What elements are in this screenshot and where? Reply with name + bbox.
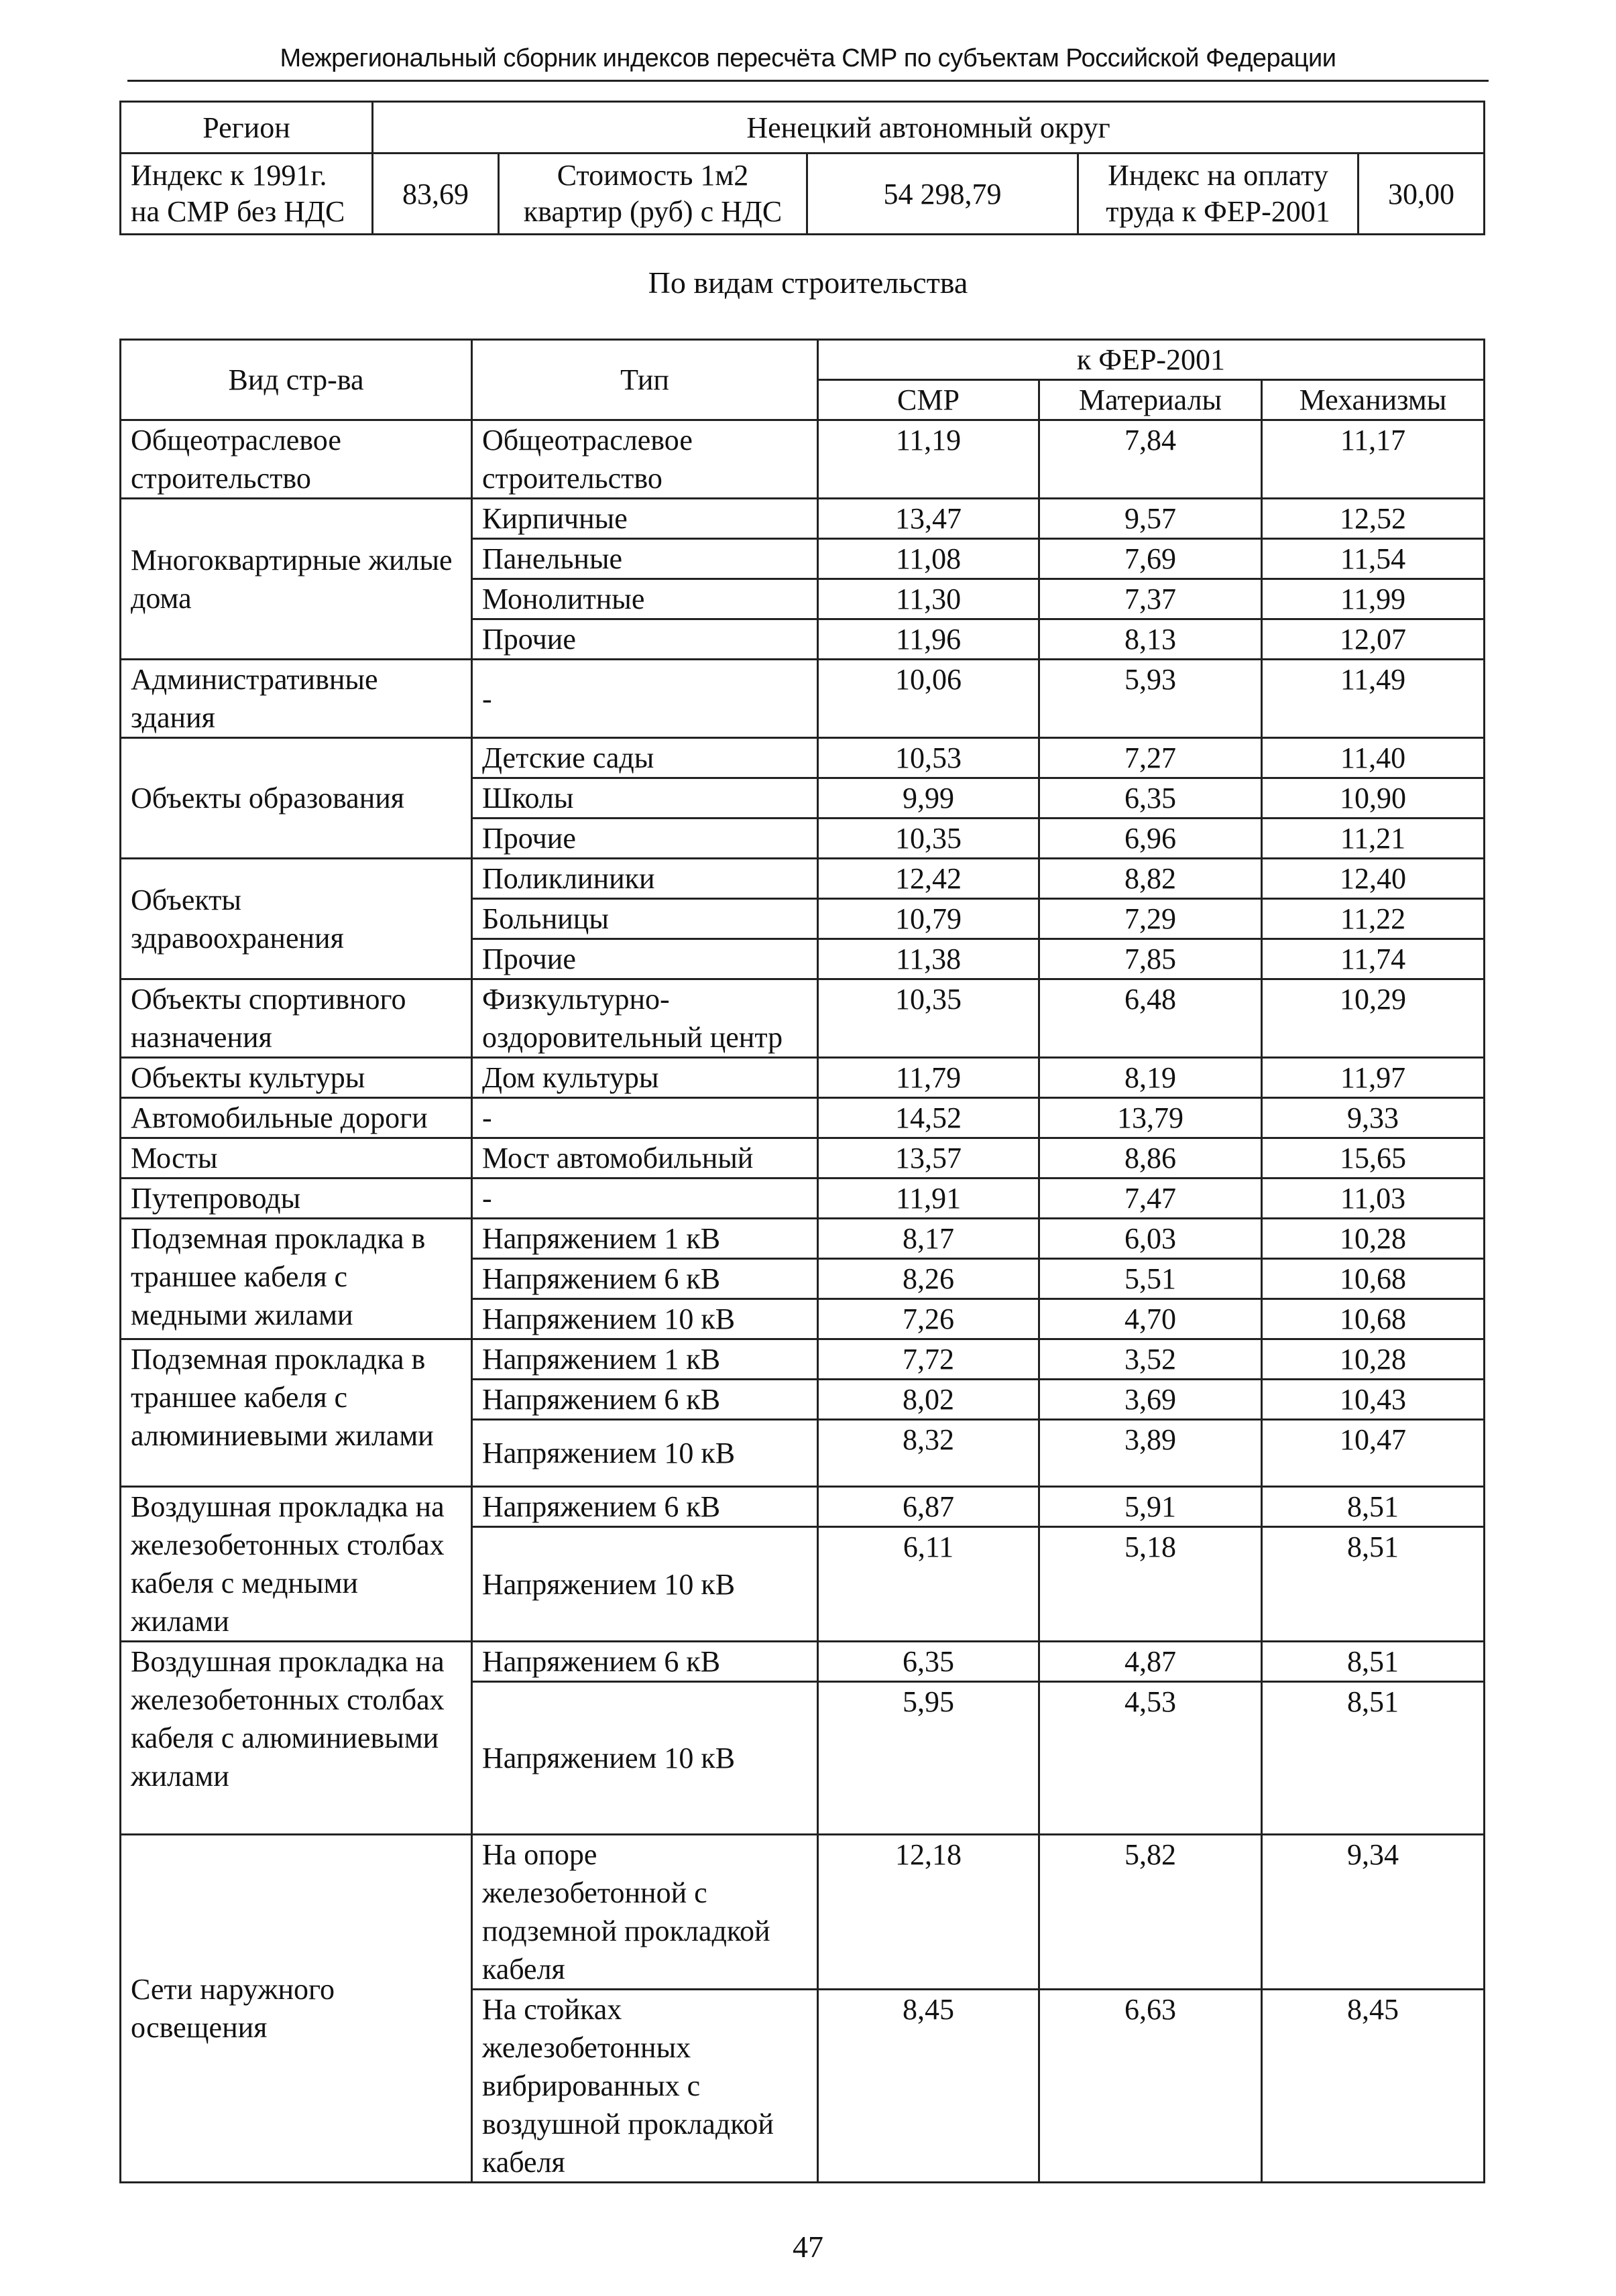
mechanisms-cell: 10,47 xyxy=(1262,1420,1485,1487)
mechanisms-cell: 8,51 xyxy=(1262,1682,1485,1835)
cost-label: Стоимость 1м2 квартир (руб) с НДС xyxy=(499,154,807,235)
mechanisms-cell: 12,52 xyxy=(1262,499,1485,539)
smr-cell: 11,38 xyxy=(818,939,1039,979)
kind-cell: Мосты xyxy=(121,1138,472,1179)
kind-cell: Путепроводы xyxy=(121,1179,472,1219)
materials-cell: 8,19 xyxy=(1039,1058,1262,1098)
mechanisms-cell: 8,51 xyxy=(1262,1642,1485,1682)
smr-cell: 11,08 xyxy=(818,539,1039,579)
type-cell: Поликлиники xyxy=(472,859,818,899)
type-cell: Прочие xyxy=(472,939,818,979)
region-table xyxy=(119,101,1485,235)
region-value: Ненецкий автономный округ xyxy=(373,102,1485,154)
kind-cell: Административные здания xyxy=(121,660,472,738)
mechanisms-cell: 11,17 xyxy=(1262,420,1485,499)
mechanisms-cell: 11,97 xyxy=(1262,1058,1485,1098)
table-row xyxy=(121,1058,1485,1098)
type-cell: На опоре железобетонной с подземной прокладкой кабеля xyxy=(472,1835,818,1990)
header-materials: Материалы xyxy=(1039,380,1262,420)
type-cell: Напряжением 10 кВ xyxy=(472,1299,818,1339)
mechanisms-cell: 11,49 xyxy=(1262,660,1485,738)
materials-cell: 7,47 xyxy=(1039,1179,1262,1219)
materials-cell: 5,91 xyxy=(1039,1487,1262,1527)
table-row xyxy=(121,420,1485,499)
kind-cell: Воздушная прокладка на железобетонных столбах кабеля с алюминиевыми жилами xyxy=(121,1642,472,1835)
materials-cell: 7,85 xyxy=(1039,939,1262,979)
smr-cell: 6,87 xyxy=(818,1487,1039,1527)
table-row xyxy=(121,1642,1485,1682)
materials-cell: 4,53 xyxy=(1039,1682,1262,1835)
smr-cell: 8,02 xyxy=(818,1380,1039,1420)
type-cell: Напряжением 10 кВ xyxy=(472,1527,818,1642)
cost-value: 54 298,79 xyxy=(807,154,1078,235)
smr-cell: 5,95 xyxy=(818,1682,1039,1835)
type-cell: Напряжением 1 кВ xyxy=(472,1219,818,1259)
type-cell: Кирпичные xyxy=(472,499,818,539)
smr-cell: 11,96 xyxy=(818,619,1039,660)
smr-cell: 10,35 xyxy=(818,819,1039,859)
materials-cell: 6,48 xyxy=(1039,979,1262,1058)
mechanisms-cell: 10,90 xyxy=(1262,778,1485,819)
type-cell: Больницы xyxy=(472,899,818,939)
table-row xyxy=(121,1219,1485,1259)
table-row xyxy=(121,1835,1485,1990)
labor-label: Индекс на оплату труда к ФЕР-2001 xyxy=(1078,154,1359,235)
kind-cell: Объекты образования xyxy=(121,738,472,859)
type-cell: - xyxy=(472,660,818,738)
table-row xyxy=(121,499,1485,539)
type-cell: - xyxy=(472,1098,818,1138)
kind-cell: Объекты культуры xyxy=(121,1058,472,1098)
materials-cell: 4,70 xyxy=(1039,1299,1262,1339)
type-cell: Детские сады xyxy=(472,738,818,778)
type-cell: Дом культуры xyxy=(472,1058,818,1098)
smr-cell: 6,35 xyxy=(818,1642,1039,1682)
type-cell: Панельные xyxy=(472,539,818,579)
type-cell: На стойках железобетонных вибрированных с воздушной прокладкой кабеля xyxy=(472,1990,818,2183)
materials-cell: 6,63 xyxy=(1039,1990,1262,2183)
materials-cell: 6,35 xyxy=(1039,778,1262,819)
header-type: Тип xyxy=(472,340,818,420)
smr-cell: 9,99 xyxy=(818,778,1039,819)
header-mechanisms: Механизмы xyxy=(1262,380,1485,420)
smr-cell: 12,18 xyxy=(818,1835,1039,1990)
mechanisms-cell: 12,40 xyxy=(1262,859,1485,899)
materials-cell: 7,37 xyxy=(1039,579,1262,619)
smr-cell: 11,19 xyxy=(818,420,1039,499)
materials-cell: 7,84 xyxy=(1039,420,1262,499)
type-cell: Напряжением 6 кВ xyxy=(472,1259,818,1299)
smr-cell: 7,72 xyxy=(818,1339,1039,1380)
smr-cell: 13,57 xyxy=(818,1138,1039,1179)
smr-cell: 10,35 xyxy=(818,979,1039,1058)
kind-cell: Воздушная прокладка на железобетонных столбах кабеля с медными жилами xyxy=(121,1487,472,1642)
labor-value: 30,00 xyxy=(1359,154,1485,235)
table-row xyxy=(121,1098,1485,1138)
mechanisms-cell: 9,34 xyxy=(1262,1835,1485,1990)
table-row xyxy=(121,738,1485,778)
table-row xyxy=(121,1339,1485,1380)
smr-cell: 10,79 xyxy=(818,899,1039,939)
materials-cell: 3,52 xyxy=(1039,1339,1262,1380)
smr-cell: 14,52 xyxy=(818,1098,1039,1138)
section-subtitle: По видам строительства xyxy=(648,265,968,300)
mechanisms-cell: 10,28 xyxy=(1262,1219,1485,1259)
type-cell: Напряжением 6 кВ xyxy=(472,1487,818,1527)
kind-cell: Объекты здравоохранения xyxy=(121,859,472,979)
kind-cell: Автомобильные дороги xyxy=(121,1098,472,1138)
materials-cell: 7,69 xyxy=(1039,539,1262,579)
table-row xyxy=(121,1138,1485,1179)
type-cell: Физкультурно-оздоровительный центр xyxy=(472,979,818,1058)
smr-cell: 8,17 xyxy=(818,1219,1039,1259)
materials-cell: 8,86 xyxy=(1039,1138,1262,1179)
smr-cell: 8,32 xyxy=(818,1420,1039,1487)
smr-cell: 13,47 xyxy=(818,499,1039,539)
table-row xyxy=(121,1487,1485,1527)
mechanisms-cell: 8,51 xyxy=(1262,1527,1485,1642)
smr-cell: 10,06 xyxy=(818,660,1039,738)
type-cell: Напряжением 10 кВ xyxy=(472,1420,818,1487)
mechanisms-cell: 10,68 xyxy=(1262,1259,1485,1299)
mechanisms-cell: 10,68 xyxy=(1262,1299,1485,1339)
index-value: 83,69 xyxy=(373,154,499,235)
index-table xyxy=(119,339,1485,2183)
materials-cell: 6,03 xyxy=(1039,1219,1262,1259)
materials-cell: 6,96 xyxy=(1039,819,1262,859)
materials-cell: 7,29 xyxy=(1039,899,1262,939)
header-smr: СМР xyxy=(818,380,1039,420)
materials-cell: 9,57 xyxy=(1039,499,1262,539)
smr-cell: 8,26 xyxy=(818,1259,1039,1299)
kind-cell: Объекты спортивного назначения xyxy=(121,979,472,1058)
smr-cell: 11,79 xyxy=(818,1058,1039,1098)
header-rule xyxy=(127,80,1489,82)
table-row xyxy=(121,979,1485,1058)
kind-cell: Многоквартирные жилые дома xyxy=(121,499,472,660)
type-cell: - xyxy=(472,1179,818,1219)
kind-cell: Подземная прокладка в траншее кабеля с алюминиевыми жилами xyxy=(121,1339,472,1487)
materials-cell: 5,51 xyxy=(1039,1259,1262,1299)
mechanisms-cell: 8,51 xyxy=(1262,1487,1485,1527)
materials-cell: 7,27 xyxy=(1039,738,1262,778)
type-cell: Напряжением 6 кВ xyxy=(472,1380,818,1420)
mechanisms-cell: 11,54 xyxy=(1262,539,1485,579)
type-cell: Напряжением 6 кВ xyxy=(472,1642,818,1682)
type-cell: Общеотраслевое строительство xyxy=(472,420,818,499)
materials-cell: 8,13 xyxy=(1039,619,1262,660)
mechanisms-cell: 11,21 xyxy=(1262,819,1485,859)
smr-cell: 11,91 xyxy=(818,1179,1039,1219)
mechanisms-cell: 11,40 xyxy=(1262,738,1485,778)
region-label: Регион xyxy=(121,102,373,154)
header-kind: Вид стр-ва xyxy=(121,340,472,420)
type-cell: Напряжением 10 кВ xyxy=(472,1682,818,1835)
materials-cell: 5,93 xyxy=(1039,660,1262,738)
mechanisms-cell: 11,99 xyxy=(1262,579,1485,619)
smr-cell: 12,42 xyxy=(818,859,1039,899)
type-cell: Напряжением 1 кВ xyxy=(472,1339,818,1380)
type-cell: Школы xyxy=(472,778,818,819)
table-row xyxy=(121,1179,1485,1219)
page-number: 47 xyxy=(793,2230,823,2264)
mechanisms-cell: 11,03 xyxy=(1262,1179,1485,1219)
header-fer: к ФЕР-2001 xyxy=(818,340,1485,380)
smr-cell: 7,26 xyxy=(818,1299,1039,1339)
mechanisms-cell: 15,65 xyxy=(1262,1138,1485,1179)
table-row xyxy=(121,859,1485,899)
smr-cell: 6,11 xyxy=(818,1527,1039,1642)
table-row xyxy=(121,660,1485,738)
mechanisms-cell: 12,07 xyxy=(1262,619,1485,660)
mechanisms-cell: 8,45 xyxy=(1262,1990,1485,2183)
materials-cell: 8,82 xyxy=(1039,859,1262,899)
type-cell: Монолитные xyxy=(472,579,818,619)
materials-cell: 5,82 xyxy=(1039,1835,1262,1990)
kind-cell: Подземная прокладка в траншее кабеля с медными жилами xyxy=(121,1219,472,1339)
materials-cell: 3,89 xyxy=(1039,1420,1262,1487)
smr-cell: 11,30 xyxy=(818,579,1039,619)
kind-cell: Сети наружного освещения xyxy=(121,1835,472,2183)
kind-cell: Общеотраслевое строительство xyxy=(121,420,472,499)
index-label: Индекс к 1991г. на СМР без НДС xyxy=(121,154,373,235)
mechanisms-cell: 10,29 xyxy=(1262,979,1485,1058)
mechanisms-cell: 9,33 xyxy=(1262,1098,1485,1138)
materials-cell: 3,69 xyxy=(1039,1380,1262,1420)
mechanisms-cell: 10,43 xyxy=(1262,1380,1485,1420)
materials-cell: 5,18 xyxy=(1039,1527,1262,1642)
mechanisms-cell: 11,74 xyxy=(1262,939,1485,979)
type-cell: Прочие xyxy=(472,819,818,859)
type-cell: Мост автомобильный xyxy=(472,1138,818,1179)
smr-cell: 10,53 xyxy=(818,738,1039,778)
mechanisms-cell: 11,22 xyxy=(1262,899,1485,939)
mechanisms-cell: 10,28 xyxy=(1262,1339,1485,1380)
materials-cell: 13,79 xyxy=(1039,1098,1262,1138)
smr-cell: 8,45 xyxy=(818,1990,1039,2183)
materials-cell: 4,87 xyxy=(1039,1642,1262,1682)
type-cell: Прочие xyxy=(472,619,818,660)
page-header: Межрегиональный сборник индексов пересчёта СМР по субъектам Российской Федерации xyxy=(280,44,1336,72)
